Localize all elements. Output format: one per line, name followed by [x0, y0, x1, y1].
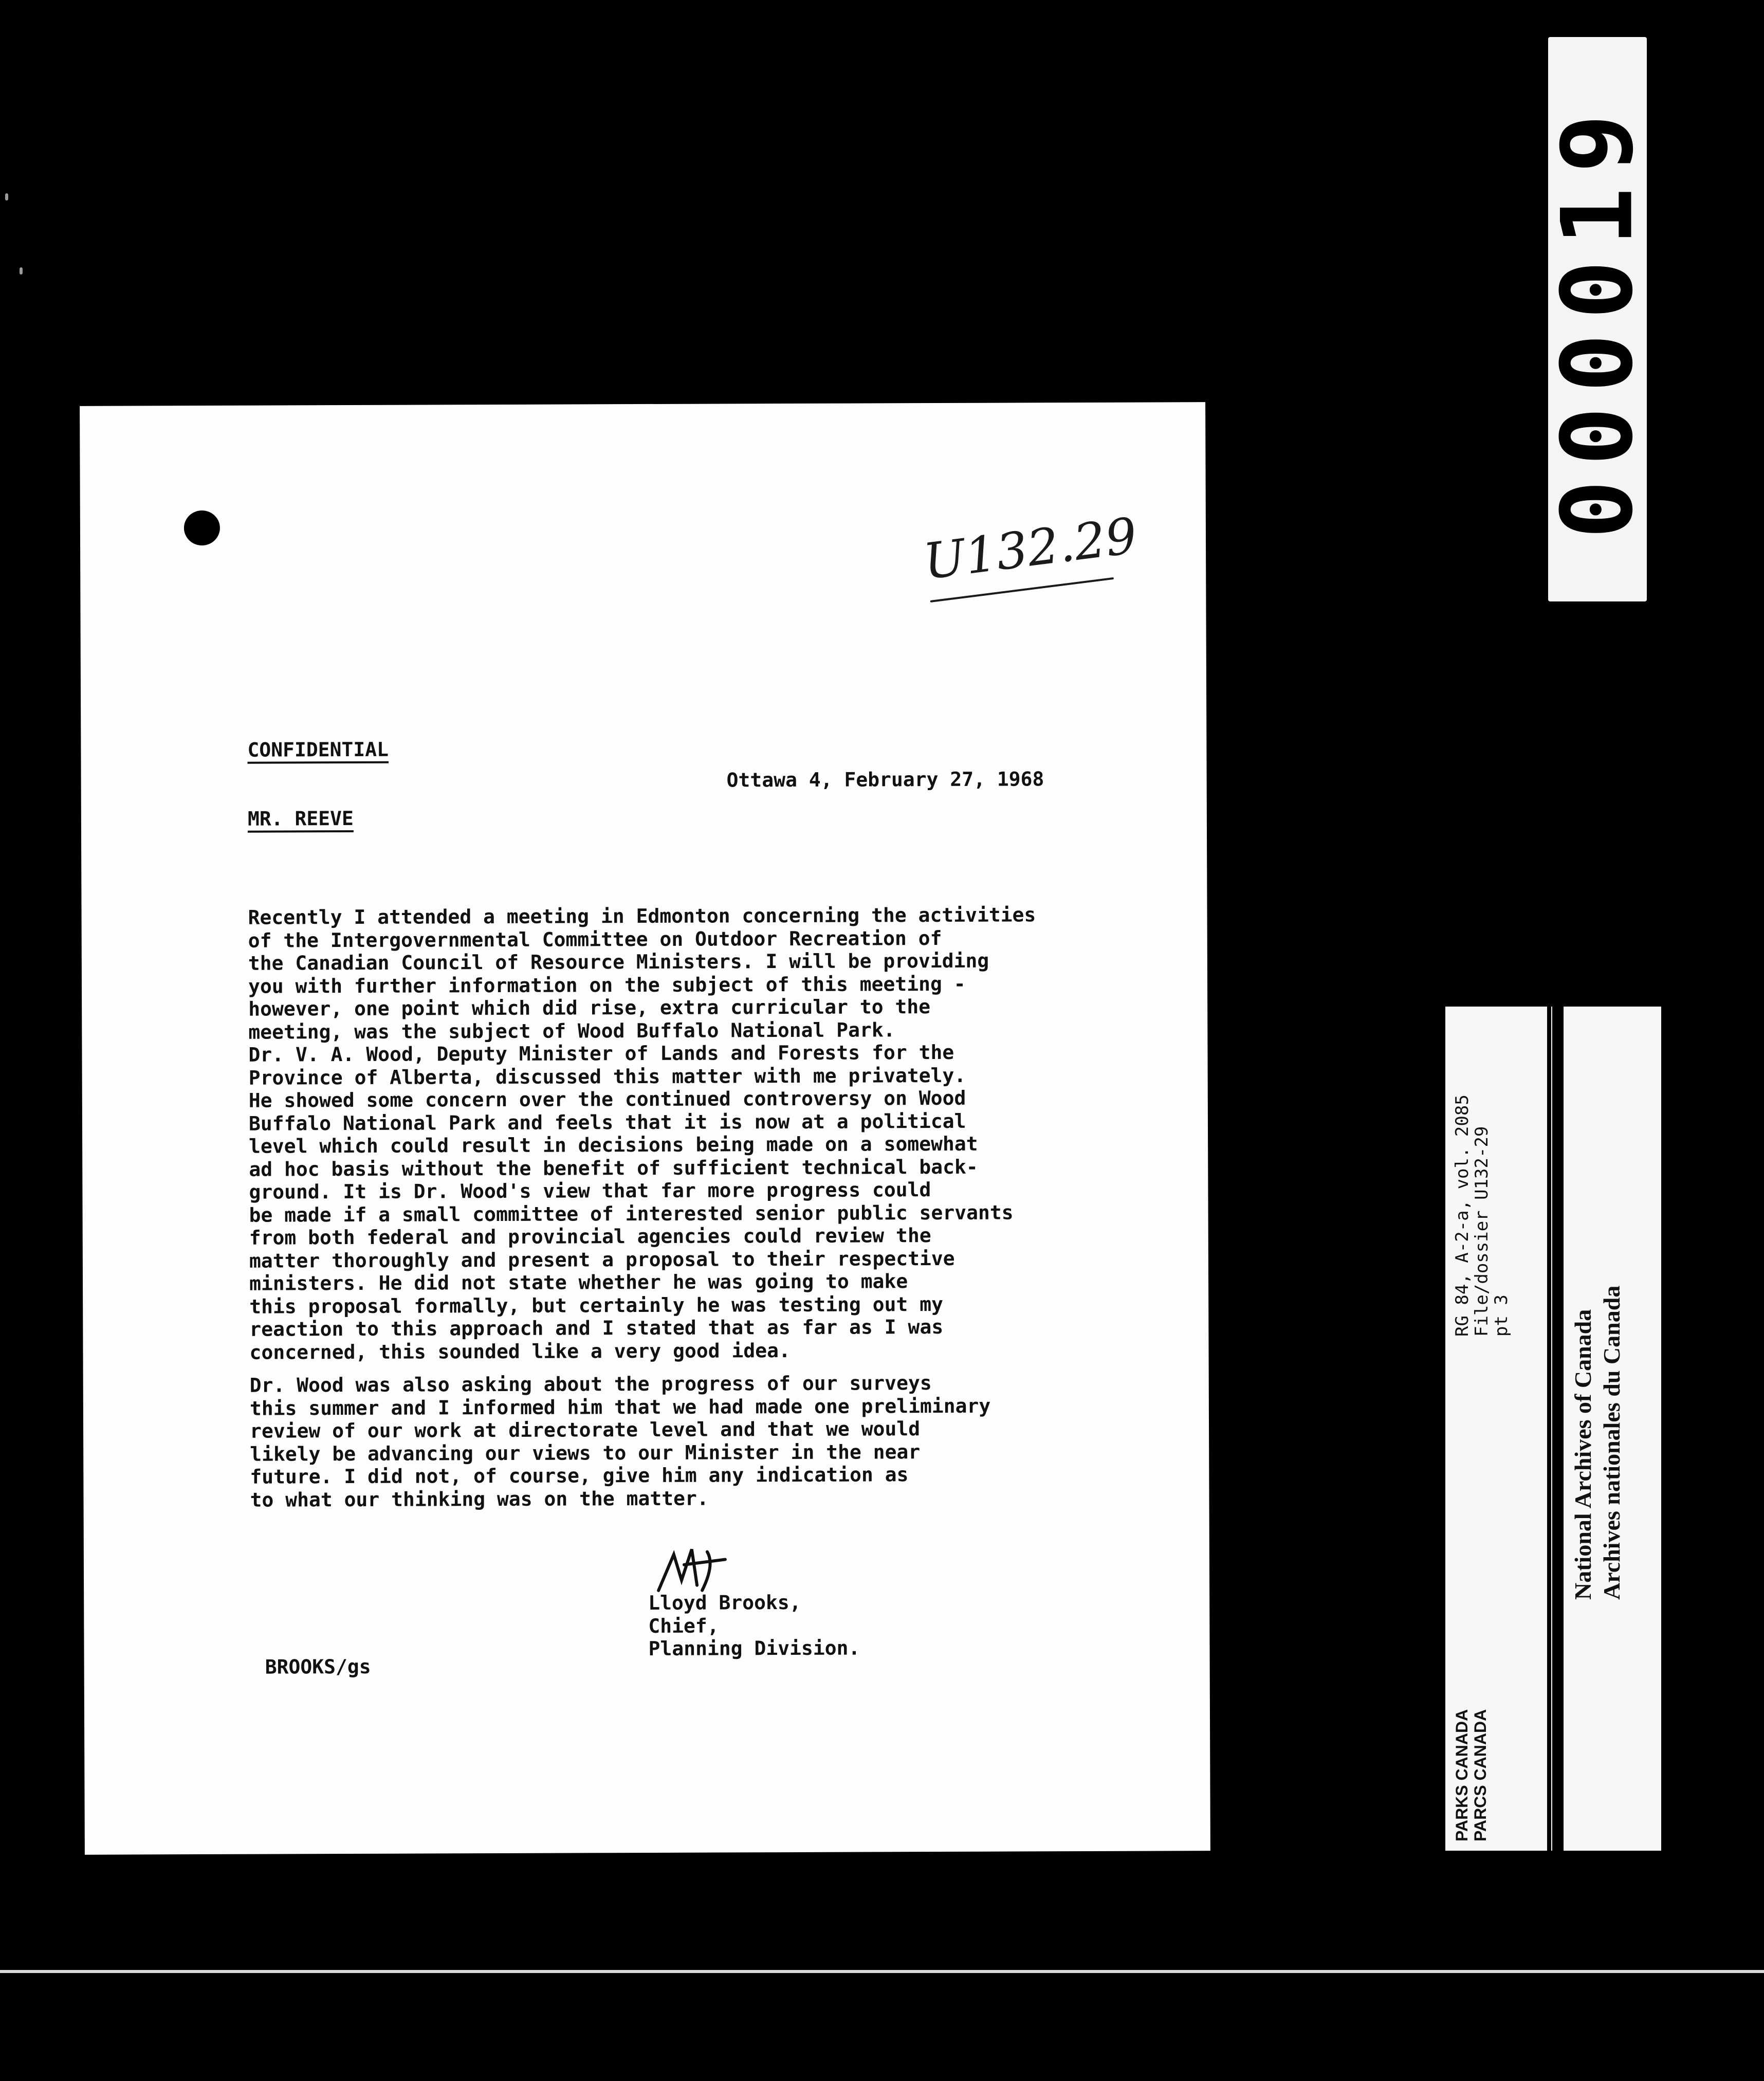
signature-division: Planning Division.: [648, 1636, 860, 1660]
archives-label: [1569, 1286, 1626, 1600]
archive-reference-text: [1453, 1094, 1511, 1337]
paragraph-line: of the Intergovernmental Committee on Outdoor Recreation of: [248, 926, 942, 952]
paragraph-line: He showed some concern over the continued controversy on Wood: [248, 1086, 966, 1112]
agency-line: PARKS CANADA: [1453, 1709, 1471, 1841]
paragraph-line: meeting, was the subject of Wood Buffalo National Park.: [248, 1018, 895, 1044]
paragraph-line: review of our work at directorate level and that we would: [249, 1417, 921, 1443]
paragraph-line: to what our thinking was on the matter.: [250, 1487, 709, 1511]
paragraph-line: ministers. He did not state whether he was going to make: [249, 1270, 908, 1295]
paragraph-line: reaction to this approach and I stated that as far as I was: [249, 1315, 944, 1341]
addressee: MR. REEVE: [247, 807, 354, 830]
document-page: [80, 402, 1210, 1855]
frame-counter-strip: [1540, 37, 1655, 601]
film-speck: [5, 193, 8, 200]
signature-title: Chief,: [648, 1614, 719, 1637]
paragraph-line: you with further information on the subject of this meeting -: [248, 972, 966, 998]
archives-line: National Archives of Canada: [1570, 1309, 1596, 1600]
reference-initials: BROOKS/gs: [265, 1655, 371, 1678]
memo-paragraph-2: [250, 1371, 1186, 1511]
paragraph-line: ad hoc basis without the benefit of sufficient technical back-: [249, 1155, 978, 1181]
frame-counter-number: 000019: [1540, 99, 1655, 539]
date-line: Ottawa 4, February 27, 1968: [726, 768, 1044, 792]
film-frame-edge: [0, 1970, 1764, 1973]
agency-label: [1453, 1709, 1490, 1841]
paragraph-line: ground. It is Dr. Wood's view that far more progress could: [249, 1178, 931, 1203]
reference-line: pt 3: [1491, 1294, 1512, 1337]
classification-label: CONFIDENTIAL: [247, 738, 389, 761]
paragraph-line: Recently I attended a meeting in Edmonton concerning the activities: [248, 903, 1036, 929]
paragraph-line: future. I did not, of course, give him any indication as: [250, 1463, 909, 1488]
paragraph-line: this proposal formally, but certainly he was testing out my: [249, 1292, 944, 1318]
memo-paragraph-1: [248, 903, 1185, 1363]
paragraph-line: likely be advancing our views to our Minister in the near: [250, 1440, 921, 1466]
signature-name: Lloyd Brooks,: [648, 1591, 801, 1614]
paragraph-line: the Canadian Council of Resource Ministers. I will be providing: [248, 949, 989, 975]
signature-block: [648, 1591, 860, 1660]
reference-line: File/dossier U132-29: [1472, 1126, 1492, 1337]
punch-hole: [184, 510, 220, 545]
agency-line: PARCS CANADA: [1471, 1709, 1490, 1841]
paragraph-line: matter thoroughly and present a proposal to their respective: [249, 1247, 955, 1272]
paragraph-line: from both federal and provincial agencies could review the: [249, 1224, 931, 1249]
paragraph-line: Buffalo National Park and feels that it is now at a political: [248, 1109, 966, 1135]
film-speck: [20, 267, 23, 275]
paragraph-line: Province of Alberta, discussed this matter with me privately.: [248, 1064, 966, 1089]
paragraph-line: be made if a small committee of interested senior public servants: [249, 1200, 1014, 1227]
paragraph-line: concerned, this sounded like a very good idea.: [249, 1339, 791, 1364]
reference-line: RG 84, A-2-a, vol. 2085: [1452, 1094, 1473, 1337]
paragraph-line: however, one point which did rise, extra curricular to the: [248, 995, 931, 1020]
paragraph-line: level which could result in decisions being made on a somewhat: [249, 1132, 978, 1158]
paragraph-line: Dr. V. A. Wood, Deputy Minister of Lands and Forests for the: [248, 1040, 954, 1066]
card-divider: [1547, 1007, 1551, 1851]
paragraph-line: this summer and I informed him that we had made one preliminary: [249, 1394, 991, 1420]
paragraph-line: Dr. Wood was also asking about the progress of our surveys: [249, 1372, 932, 1397]
handwritten-file-number: U132.29: [920, 506, 1141, 591]
archives-line: Archives nationales du Canada: [1598, 1285, 1625, 1600]
